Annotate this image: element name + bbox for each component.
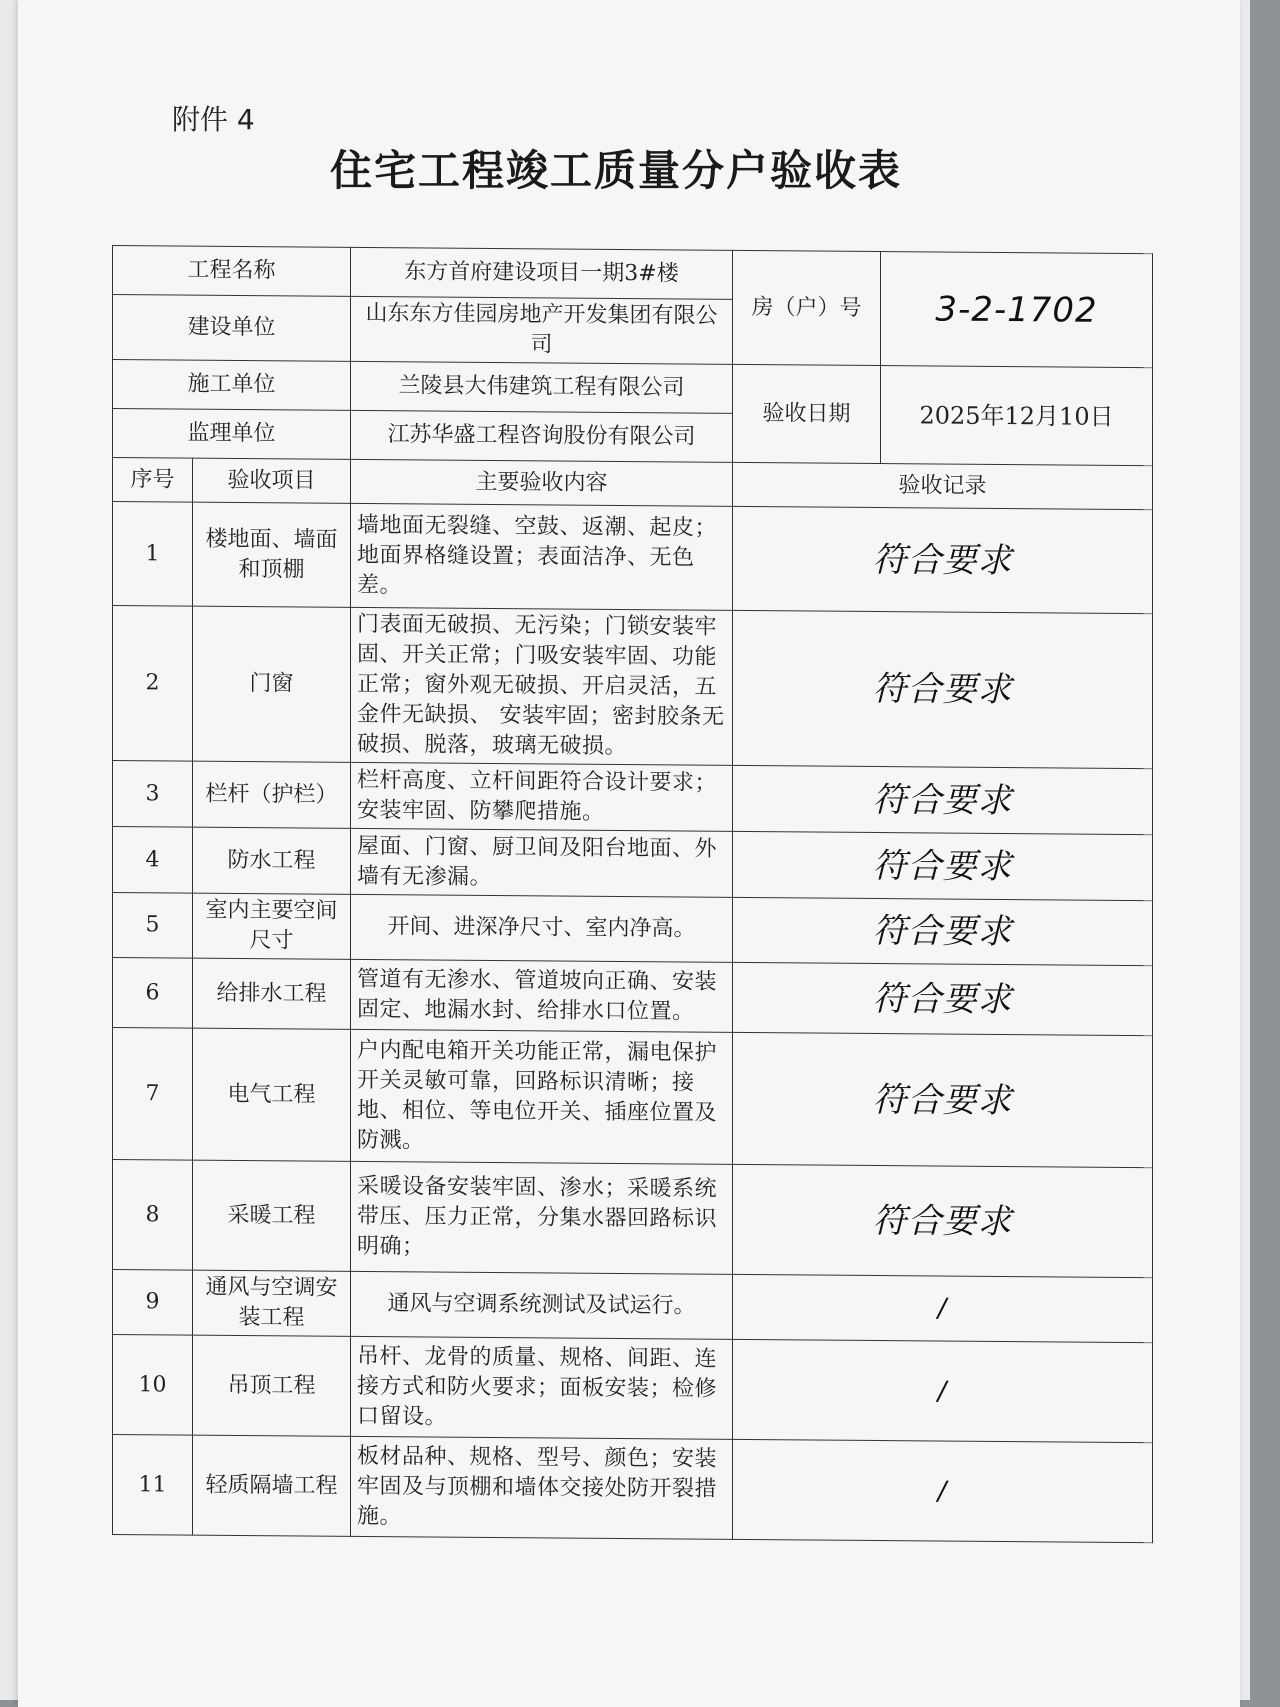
row-item: 楼地面、墙面和顶棚 — [193, 502, 351, 607]
table-row — [113, 606, 1153, 769]
row-record: 符合要求 — [733, 831, 1153, 900]
contractor-value: 兰陵县大伟建筑工程有限公司 — [351, 361, 733, 413]
row-content: 管道有无渗水、管道坡向正确、安装固定、地漏水封、给排水口位置。 — [351, 959, 733, 1032]
header-record: 验收记录 — [733, 462, 1153, 509]
project-name-label: 工程名称 — [113, 246, 351, 297]
table-row — [113, 1335, 1153, 1443]
row-record: / — [733, 1274, 1153, 1342]
row-record: / — [733, 1339, 1153, 1442]
row-record: 符合要求 — [733, 962, 1153, 1035]
row-record: 符合要求 — [733, 1032, 1153, 1167]
row-seq: 8 — [113, 1160, 193, 1271]
row-content: 栏杆高度、立杆间距符合设计要求；安装牢固、防攀爬措施。 — [351, 762, 733, 831]
row-record: / — [733, 1439, 1153, 1542]
attachment-label: 附件 4 — [172, 103, 255, 136]
row-item: 电气工程 — [193, 1028, 351, 1161]
row-record: 符合要求 — [733, 897, 1153, 965]
info-row-contractor — [113, 360, 1153, 417]
row-item: 轻质隔墙工程 — [193, 1435, 351, 1536]
row-item: 给排水工程 — [193, 958, 351, 1029]
row-item: 采暖工程 — [193, 1160, 351, 1271]
builder-label: 建设单位 — [113, 295, 351, 362]
row-content: 采暖设备安装牢固、渗水；采暖系统带压、压力正常，分集水器回路标识明确； — [351, 1161, 733, 1274]
room-number-label: 房（户）号 — [733, 250, 881, 365]
info-row-project — [113, 246, 1153, 303]
room-number-value: 3-2-1702 — [881, 252, 1153, 368]
row-content: 板材品种、规格、型号、颜色；安装牢固及与顶棚和墙体交接处防开裂措施。 — [351, 1436, 733, 1539]
row-record: 符合要求 — [733, 1164, 1153, 1277]
table-row — [113, 1028, 1153, 1168]
row-record: 符合要求 — [733, 610, 1153, 768]
table-row — [113, 827, 1153, 901]
row-seq: 11 — [113, 1435, 193, 1536]
row-content: 门表面无破损、无污染；门锁安装牢固、开关正常；门吸安装牢固、功能正常；窗外观无破损、开启灵活，五金件无缺损、 安装牢固；密封胶条无破损、脱落，玻璃无破损。 — [351, 607, 733, 765]
row-item: 室内主要空间尺寸 — [193, 893, 351, 959]
row-seq: 6 — [113, 958, 193, 1029]
row-seq: 2 — [113, 606, 193, 762]
acceptance-form-table — [112, 245, 1153, 1543]
document-title: 住宅工程竣工质量分户验收表 — [330, 146, 903, 195]
row-seq: 10 — [113, 1335, 193, 1436]
header-seq: 序号 — [113, 458, 193, 503]
table-row — [113, 893, 1153, 966]
supervisor-value: 江苏华盛工程咨询股份有限公司 — [351, 410, 733, 462]
table-row — [113, 1270, 1153, 1343]
table-row — [113, 958, 1153, 1036]
header-item: 验收项目 — [193, 458, 351, 503]
table-row — [113, 761, 1153, 835]
row-item: 栏杆（护栏） — [193, 761, 351, 828]
row-item: 门窗 — [193, 606, 351, 762]
row-content: 吊杆、龙骨的质量、规格、间距、连接方式和防火要求；面板安装；检修口留设。 — [351, 1336, 733, 1439]
row-content: 开间、进深净尺寸、室内净高。 — [351, 894, 733, 962]
table-row — [113, 1160, 1153, 1278]
row-seq: 5 — [113, 893, 193, 959]
builder-value: 山东东方佳园房地产开发集团有限公司 — [351, 296, 733, 364]
date-label: 验收日期 — [733, 364, 881, 463]
row-seq: 4 — [113, 827, 193, 894]
row-seq: 3 — [113, 761, 193, 828]
table-row — [113, 502, 1153, 614]
project-name-value: 东方首府建设项目一期3#楼 — [351, 247, 733, 299]
row-content: 墙地面无裂缝、空鼓、返潮、起皮；地面界格缝设置；表面洁净、无色差。 — [351, 503, 733, 610]
row-content: 通风与空调系统测试及试运行。 — [351, 1271, 733, 1339]
row-record: 符合要求 — [733, 765, 1153, 834]
row-seq: 1 — [113, 502, 193, 607]
supervisor-label: 监理单位 — [113, 409, 351, 460]
table-row — [113, 1435, 1153, 1543]
row-seq: 9 — [113, 1270, 193, 1336]
row-seq: 7 — [113, 1028, 193, 1161]
row-item: 吊顶工程 — [193, 1335, 351, 1436]
row-content: 户内配电箱开关功能正常，漏电保护开关灵敏可靠，回路标识清晰；接地、相位、等电位开关、插座位置及防溅。 — [351, 1029, 733, 1164]
row-content: 屋面、门窗、厨卫间及阳台地面、外墙有无渗漏。 — [351, 828, 733, 897]
header-content: 主要验收内容 — [351, 459, 733, 506]
row-item: 防水工程 — [193, 827, 351, 894]
date-value: 2025年12月10日 — [881, 366, 1153, 466]
contractor-label: 施工单位 — [113, 360, 351, 411]
row-record: 符合要求 — [733, 506, 1153, 613]
row-item: 通风与空调安装工程 — [193, 1270, 351, 1336]
